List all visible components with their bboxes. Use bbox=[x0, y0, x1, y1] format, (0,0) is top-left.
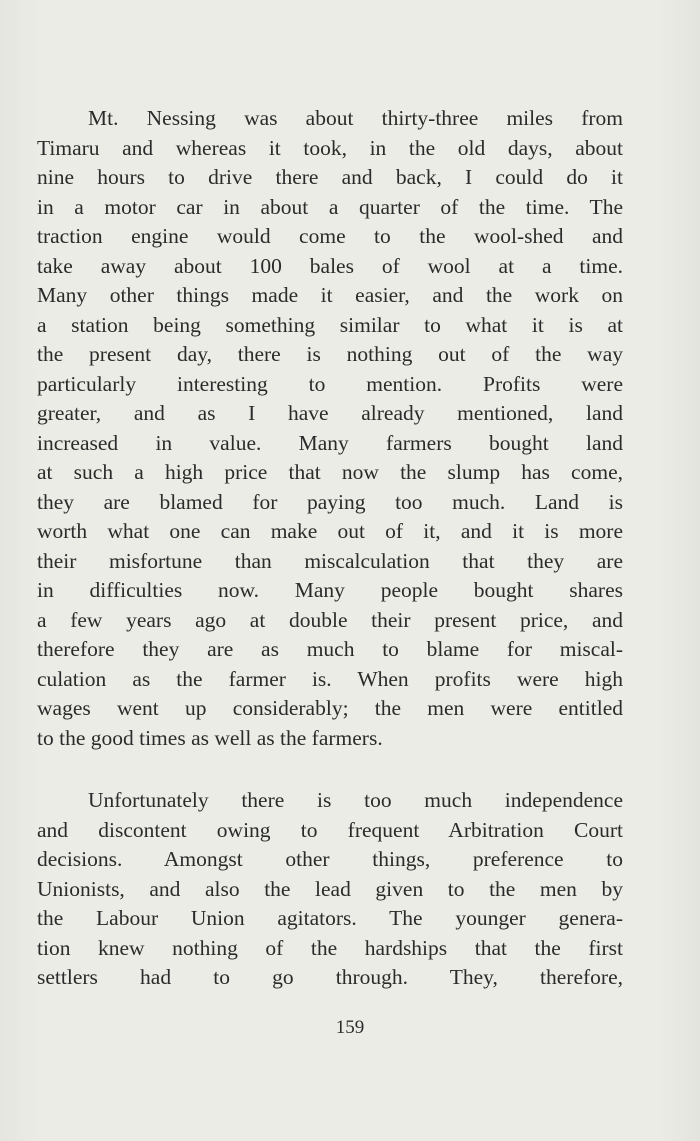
text-line: worth what one can make out of it, and it is more bbox=[37, 519, 623, 543]
text-line: tion knew nothing of the hardships that the first bbox=[37, 935, 623, 960]
text-line: Unionists, and also the lead given to the men by bbox=[37, 876, 623, 901]
text-line: traction engine would come to the wool-shed and bbox=[37, 224, 623, 248]
text-line: they are blamed for paying too much. Land is bbox=[37, 489, 623, 514]
text-line: settlers had to go through. They, therefore, bbox=[37, 965, 623, 989]
text-line: Mt. Nessing was about thirty-three miles from bbox=[88, 106, 623, 130]
text-line: a station being something similar to what it is at bbox=[37, 312, 623, 337]
text-line: nine hours to drive there and back, I could do it bbox=[37, 165, 623, 189]
text-line: greater, and as I have already mentioned, land bbox=[37, 401, 623, 425]
text-line: decisions. Amongst other things, preference to bbox=[37, 847, 623, 871]
page-number: 159 bbox=[335, 1017, 365, 1038]
paragraph-2 bbox=[37, 786, 623, 993]
text-line: the Labour Union agitators. The younger genera- bbox=[37, 906, 623, 930]
text-line: wages went up considerably; the men were entitled bbox=[37, 696, 623, 720]
text-line: the present day, there is nothing out of the way bbox=[37, 342, 623, 366]
text-line: and discontent owing to frequent Arbitration Court bbox=[37, 817, 623, 842]
text-line: particularly interesting to mention. Profits were bbox=[37, 371, 623, 396]
text-line: Timaru and whereas it took, in the old days, about bbox=[37, 135, 623, 160]
text-line: in a motor car in about a quarter of the time. The bbox=[37, 194, 623, 219]
text-line: at such a high price that now the slump has come, bbox=[37, 460, 623, 484]
text-line: therefore they are as much to blame for miscal- bbox=[37, 637, 623, 661]
text-line: in difficulties now. Many people bought shares bbox=[37, 578, 623, 602]
text-line: Many other things made it easier, and the work on bbox=[37, 283, 623, 307]
text-line: to the good times as well as the farmers. bbox=[37, 725, 383, 750]
text-line: increased in value. Many farmers bought land bbox=[37, 430, 623, 455]
text-line: their misfortune than miscalculation that they are bbox=[37, 548, 623, 573]
text-line: culation as the farmer is. When profits were high bbox=[37, 666, 623, 691]
text-line: Unfortunately there is too much independence bbox=[88, 788, 623, 812]
text-line: take away about 100 bales of wool at a time. bbox=[37, 253, 623, 278]
paragraph-1 bbox=[37, 104, 623, 753]
text-line: a few years ago at double their present price, and bbox=[37, 607, 623, 632]
